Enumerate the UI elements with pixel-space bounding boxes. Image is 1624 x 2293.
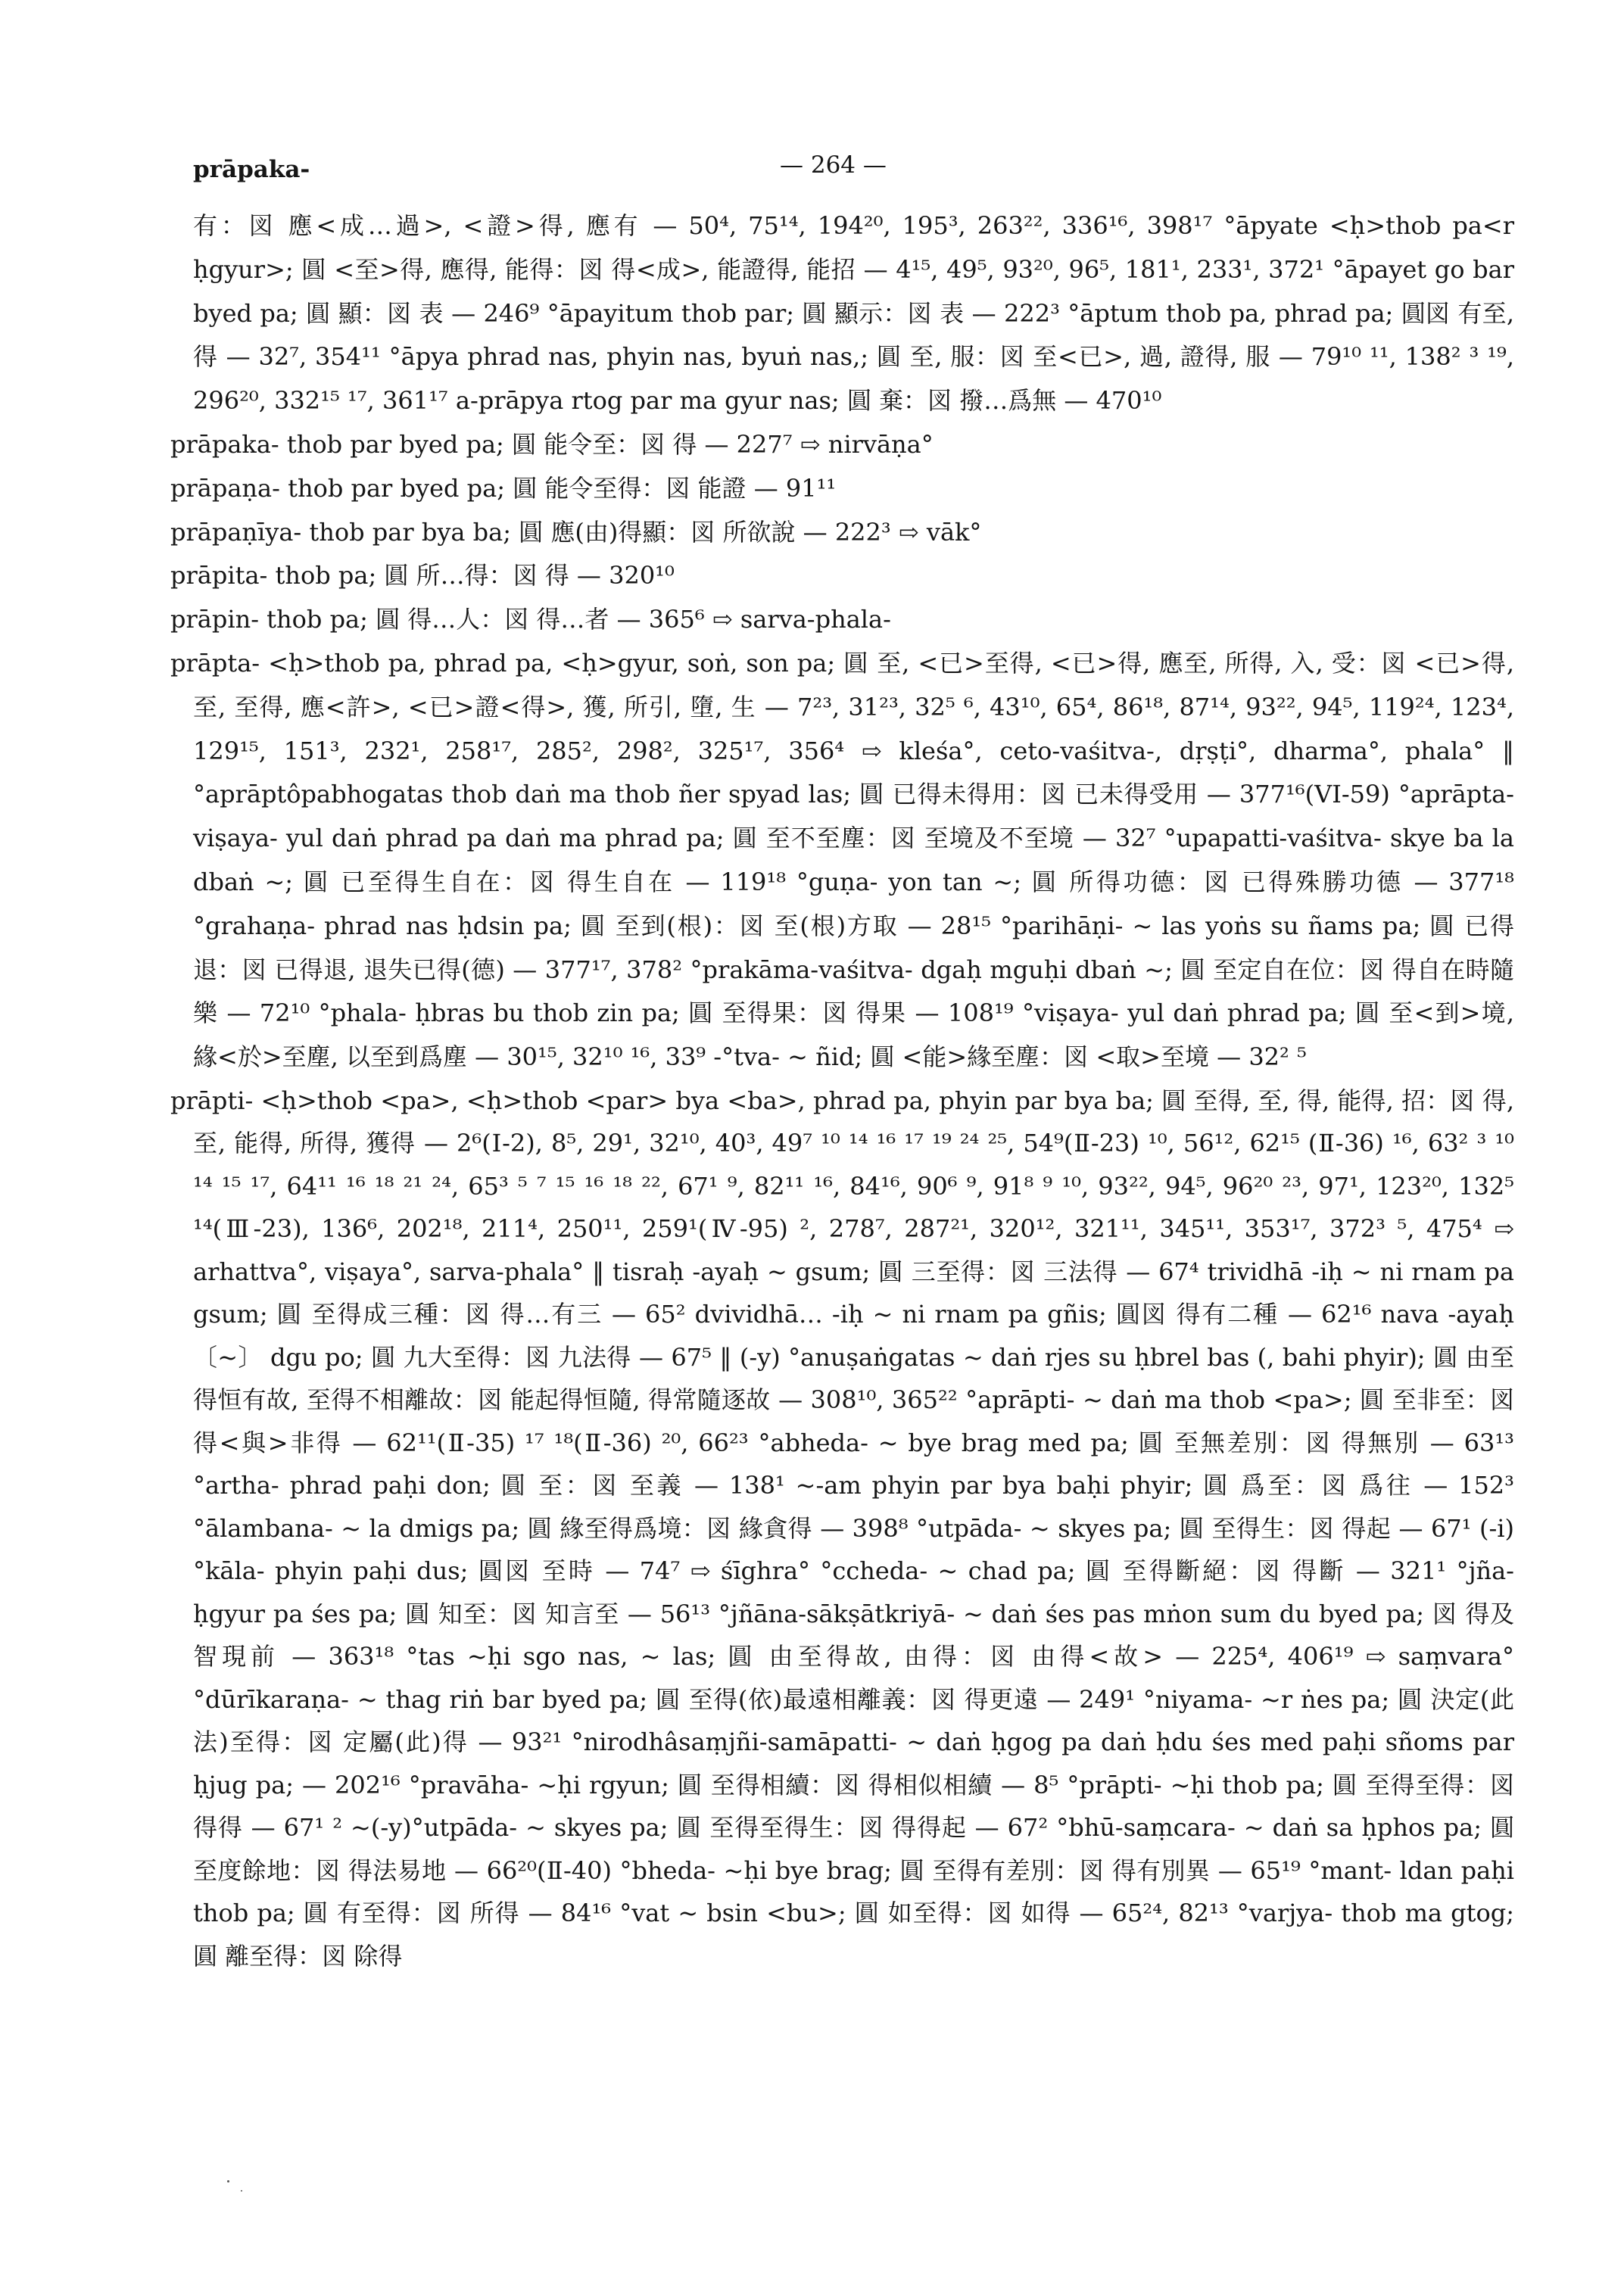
entry-prapti: prāpti- <ḥ>thob <pa>, <ḥ>thob <par> bya <ba>, phrad pa, phyin par bya ba; 圓 至得, 至, 得, 能得, 招：図 得, 至, 能得, 所得, 獲得 — 2⁶(Ⅰ-2), 8⁵, 29¹, 32¹⁰, 40³, 49⁷ ¹⁰ ¹⁴ ¹⁶ ¹⁷ ¹⁹ ²⁴ ²⁵, 54⁹(Ⅱ-23) ¹⁰, 56¹², 62¹⁵ (Ⅱ-36) ¹⁶, 63² ³ ¹⁰ ¹⁴ ¹⁵ ¹⁷, 64¹¹ ¹⁶ ¹⁸ ²¹ ²⁴, 65³ ⁵ ⁷ ¹⁵ ¹⁶ ¹⁸ ²², 67¹ ⁹, 82¹¹ ¹⁶, 84¹⁶, 90⁶ ⁹, 91⁸ ⁹ ¹⁰, 93²², 94⁵, 96²⁰ ²³, 97¹, 123²⁰, 132⁵ ¹⁴(Ⅲ-23), 136⁶, 202¹⁸, 211⁴, 250¹¹, 259¹(Ⅳ-95) ², 278⁷, 287²¹, 320¹², 321¹¹, 345¹¹, 353¹⁷, 372³ ⁵, 475⁴ ⇨ arhattva°, viṣaya°, sarva-phala° ‖ tisraḥ -ayaḥ ~ gsum; 圓 三至得：図 三法得 — 67⁴ trividhā -iḥ ~ ni rnam pa gsum; 圓 至得成三種：図 得…有三 — 65² dvividhā… -iḥ ~ ni rnam pa gñis; 圓図 得有二種 — 62¹⁶ nava -ayaḥ 〔~〕 dgu po; 圓 九大至得：図 九法得 — 67⁵ ‖ (-y) °anuṣaṅgatas ~ daṅ rjes su ḥbrel bas (, bahi phyir); 圓 由至得恒有故, 至得不相離故：図 能起得恒隨, 得常隨逐故 — 308¹⁰, 365²² °aprāpti- ~ daṅ ma thob <pa>; 圓 至非至：図 得<與>非得 — 62¹¹(Ⅱ-35) ¹⁷ ¹⁸(Ⅱ-36) ²⁰, 66²³ °abheda- ~ bye brag med pa; 圓 至無差別：図 得無別 — 63¹³ °artha- phrad paḥi don; 圓 至：図 至義 — 138¹ ~-am phyin par bya baḥi phyir; 圓 爲至：図 爲往 — 152³ °ālambana- ~ la dmigs pa; 圓 緣至得爲境：図 緣貪得 — 398⁸ °utpāda- ~ skyes pa; 圓 至得生：図 得起 — 67¹ (-i)°kāla- phyin paḥi dus; 圓図 至時 — 74⁷ ⇨ śīghra° °ccheda- ~ chad pa; 圓 至得斷絕：図 得斷 — 321¹ °jña- ḥgyur pa śes pa; 圓 知至：図 知言至 — 56¹³ °jñāna-sākṣātkriyā- ~ daṅ śes pas mṅon sum du byed pa; 図 得及智現前 — 363¹⁸ °tas ~ḥi sgo nas, ~ las; 圓 由至得故, 由得：図 由得<故> — 225⁴, 406¹⁹ ⇨ saṃvara° °dūrīkaraṇa- ~ thag riṅ bar byed pa; 圓 至得(依)最遠相離義：図 得更遠 — 249¹ °niyama- ~r ṅes pa; 圓 決定(此法)至得：図 定屬(此)得 — 93²¹ °nirodhâsaṃjñi-samāpatti- ~ daṅ ḥgog pa daṅ ḥdu śes med paḥi sñoms par ḥjug pa; — 202¹⁶ °pravāha- ~ḥi rgyun; 圓 至得相續：図 得相似相續 — 8⁵ °prāpti- ~ḥi thob pa; 圓 至得至得：図 得得 — 67¹ ² ~(-y)°utpāda- ~ skyes pa; 圓 至得至得生：図 得得起 — 67² °bhū-saṃcara- ~ daṅ sa ḥphos pa; 圓 至度餘地：図 得法易地 — 66²⁰(Ⅱ-40) °bheda- ~ḥi bye brag; 圓 至得有差別：図 得有別異 — 65¹⁹ °mant- ldan paḥi thob pa; 圓 有至得：図 所得 — 84¹⁶ °vat ~ bsin <bu>; 圓 如至得：図 如得 — 65²⁴, 82¹³ °varjya- thob ma gtog; 圓 離至得：図 除得 <box>170 1086 1514 1971</box>
running-header-word: prāpaka- <box>193 156 310 183</box>
scan-speck <box>227 2180 229 2182</box>
entry-prapin: prāpin- thob pa; 圓 得…人：図 得…者 — 365⁶ ⇨ sarva-phala- <box>170 605 891 634</box>
entry-prapaniya: prāpaṇīya- thob par bya ba; 圓 應(由)得顯：図 所欲說 — 222³ ⇨ vāk° <box>170 517 982 547</box>
entry-prapana: prāpaṇa- thob par byed pa; 圓 能令至得：図 能證 — 91¹¹ <box>170 473 837 503</box>
entry-continuation: 有：図 應<成…過>, <證>得, 應有 — 50⁴, 75¹⁴, 194²⁰, 195³, 263²², 336¹⁶, 398¹⁷ °āpyate <ḥ>thob pa<r ḥgyur>; 圓 <至>得, 應得, 能得：図 得<成>, 能證得, 能招 — 4¹⁵, 49⁵, 93²⁰, 96⁵, 181¹, 233¹, 372¹ °āpayet go bar byed pa; 圓 顯：図 表 — 246⁹ °āpayitum thob par; 圓 顯示：図 表 — 222³ °āptum thob pa, phrad pa; 圓図 有至, 得 — 32⁷, 354¹¹ °āpya phrad nas, phyin nas, byuṅ nas,; 圓 至, 服：図 至<已>, 過, 證得, 服 — 79¹⁰ ¹¹, 138² ³ ¹⁹, 296²⁰, 332¹⁵ ¹⁷, 361¹⁷ a-prāpya rtog par ma gyur nas; 圓 棄：図 撥…爲無 — 470¹⁰ <box>193 211 1514 416</box>
scan-speck <box>241 2190 242 2192</box>
entry-prapaka: prāpaka- thob par byed pa; 圓 能令至：図 得 — 227⁷ ⇨ nirvāṇa° <box>170 429 934 459</box>
entry-prapta: prāpta- <ḥ>thob pa, phrad pa, <ḥ>gyur, soṅ, son pa; 圓 至, <已>至得, <已>得, 應至, 所得, 入, 受：図 <已>得, 至, 至得, 應<許>, <已>證<得>, 獲, 所引, 墮, 生 — 7²³, 31²³, 32⁵ ⁶, 43¹⁰, 65⁴, 86¹⁸, 87¹⁴, 93²², 94⁵, 119²⁴, 123⁴, 129¹⁵, 151³, 232¹, 258¹⁷, 285², 298², 325¹⁷, 356⁴ ⇨ kleśa°, ceto-vaśitva-, dṛṣṭi°, dharma°, phala° ‖ °aprāptôpabhogatas thob daṅ ma thob ñer spyad las; 圓 已得未得用：図 已未得受用 — 377¹⁶(VI-59) °aprāpta-viṣaya- yul daṅ phrad pa daṅ ma phrad pa; 圓 至不至塵：図 至境及不至境 — 32⁷ °upapatti-vaśitva- skye ba la dbaṅ ~; 圓 已至得生自在：図 得生自在 — 119¹⁸ °guṇa- yon tan ~; 圓 所得功德：図 已得殊勝功德 — 377¹⁸ °grahaṇa- phrad nas ḥdsin pa; 圓 至到(根)：図 至(根)方取 — 28¹⁵ °parihāṇi- ~ las yoṅs su ñams pa; 圓 已得退：図 已得退, 退失已得(德) — 377¹⁷, 378² °prakāma-vaśitva- dgaḥ mguḥi dbaṅ ~; 圓 至定自在位：図 得自在時隨樂 — 72¹⁰ °phala- ḥbras bu thob zin pa; 圓 至得果：図 得果 — 108¹⁹ °viṣaya- yul daṅ phrad pa; 圓 至<到>境, 緣<於>至塵, 以至到爲塵 — 30¹⁵, 32¹⁰ ¹⁶, 33⁹ -°tva- ~ ñid; 圓 <能>緣至塵：図 <取>至境 — 32² ⁵ <box>170 648 1514 1072</box>
entry-prapita: prāpita- thob pa; 圓 所…得：図 得 — 320¹⁰ <box>170 561 675 590</box>
page-number: — 264 — <box>780 151 887 179</box>
entry-list <box>170 204 1514 1977</box>
